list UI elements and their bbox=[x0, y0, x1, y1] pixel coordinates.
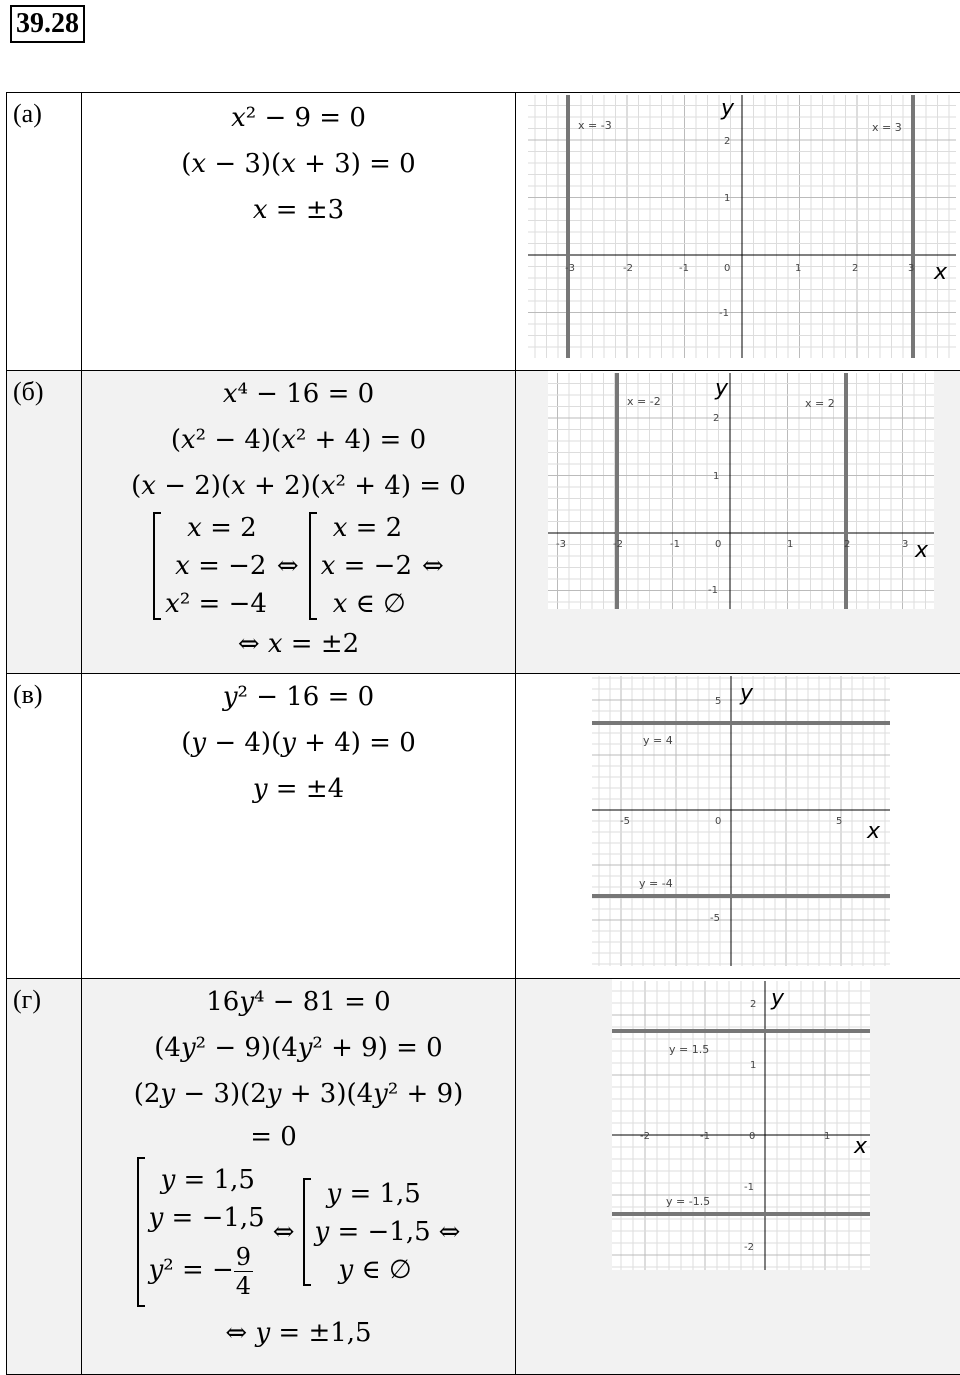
equation-line: 𝑥 = ±3 bbox=[82, 187, 515, 233]
x-tick-label: -3 bbox=[556, 539, 566, 550]
x-tick-label: 1 bbox=[824, 1131, 830, 1142]
equation-line: (𝑥 − 3)(𝑥 + 3) = 0 bbox=[82, 141, 515, 187]
graph-c bbox=[516, 674, 960, 974]
x-tick-label: 3 bbox=[908, 263, 914, 274]
x-tick-label: 0 bbox=[715, 539, 721, 550]
x-tick-label: -1 bbox=[700, 1131, 710, 1142]
system-line bbox=[149, 1237, 265, 1303]
row-label: (б) bbox=[7, 371, 82, 674]
x-tick-label: -3 bbox=[565, 263, 575, 274]
system-line-text: 𝑦² = − bbox=[149, 1255, 234, 1285]
math-cell bbox=[82, 979, 516, 1375]
system-line: 𝑥 = 2 bbox=[165, 509, 267, 547]
equation-line: 𝑥² − 9 = 0 bbox=[82, 95, 515, 141]
line-label: x = -3 bbox=[578, 119, 612, 132]
row-d bbox=[7, 979, 960, 1375]
graph-a bbox=[516, 93, 960, 366]
system-line: 𝑥 = 2 bbox=[321, 509, 412, 547]
x-tick-label: 3 bbox=[902, 539, 908, 550]
system-equivalence bbox=[153, 509, 444, 623]
y-tick-label: 1 bbox=[724, 193, 730, 204]
y-tick-label: 2 bbox=[713, 413, 719, 424]
row-c bbox=[7, 674, 960, 979]
x-tick-label: -1 bbox=[670, 539, 680, 550]
x-tick-label: 0 bbox=[715, 816, 721, 827]
graph-cell bbox=[516, 979, 960, 1375]
x-tick-label: 0 bbox=[749, 1131, 755, 1142]
final-answer: ⇔ 𝑦 = ±1,5 bbox=[82, 1311, 515, 1355]
math-cell bbox=[82, 674, 516, 979]
system-1 bbox=[149, 1161, 265, 1303]
system-line: 𝑥² = −4 bbox=[165, 585, 267, 623]
system-line: 𝑦 = 1,5 bbox=[149, 1161, 265, 1199]
equiv-sign: ⇔ bbox=[277, 551, 299, 581]
x-tick-label: 2 bbox=[852, 263, 858, 274]
y-tick-label: 2 bbox=[750, 999, 756, 1010]
graph-cell bbox=[516, 93, 960, 371]
x-tick-label: -2 bbox=[640, 1131, 650, 1142]
math-cell bbox=[82, 93, 516, 371]
y-axis-label: y bbox=[739, 681, 754, 706]
x-tick-label: 0 bbox=[724, 263, 730, 274]
line-label: x = -2 bbox=[627, 395, 661, 408]
equation-line: = 0 bbox=[82, 1117, 515, 1157]
row-label: (г) bbox=[7, 979, 82, 1375]
equation-line: 𝑦² − 16 = 0 bbox=[82, 674, 515, 720]
system-equivalence bbox=[137, 1157, 461, 1307]
system-line: 𝑥 ∈ ∅ bbox=[321, 585, 412, 623]
x-axis-label: x bbox=[866, 819, 881, 844]
equation-line: (𝑦 − 4)(𝑦 + 4) = 0 bbox=[82, 720, 515, 766]
y-axis-label: y bbox=[770, 986, 785, 1011]
y-tick-label: 5 bbox=[715, 696, 721, 707]
y-tick-label: 1 bbox=[750, 1060, 756, 1071]
equation-line: 𝑥⁴ − 16 = 0 bbox=[82, 371, 515, 417]
bracket bbox=[137, 1157, 145, 1307]
problem-number: 39.28 bbox=[10, 5, 85, 43]
y-tick-label: -1 bbox=[719, 308, 729, 319]
system-2 bbox=[315, 1175, 431, 1289]
line-label: y = 4 bbox=[643, 734, 673, 747]
bracket bbox=[303, 1178, 311, 1286]
y-axis-label: y bbox=[714, 376, 729, 401]
row-a bbox=[7, 93, 960, 371]
equation-line: 16𝑦⁴ − 81 = 0 bbox=[82, 979, 515, 1025]
row-label: (в) bbox=[7, 674, 82, 979]
system-2 bbox=[321, 509, 412, 623]
system-line: 𝑦 ∈ ∅ bbox=[315, 1251, 431, 1289]
system-line: 𝑦 = −1,5 bbox=[149, 1199, 265, 1237]
y-tick-label: 2 bbox=[724, 136, 730, 147]
y-axis-label: y bbox=[720, 96, 735, 121]
system-line: 𝑦 = −1,5 bbox=[315, 1213, 431, 1251]
x-tick-label: 1 bbox=[795, 263, 801, 274]
graph-b bbox=[516, 371, 960, 669]
fraction bbox=[234, 1243, 253, 1300]
line-label: y = 1.5 bbox=[669, 1043, 709, 1056]
fraction-numerator: 9 bbox=[234, 1243, 253, 1272]
equation-line: (2𝑦 − 3)(2𝑦 + 3)(4𝑦² + 9) bbox=[82, 1071, 515, 1117]
line-label: y = -4 bbox=[639, 877, 673, 890]
system-line: 𝑦 = 1,5 bbox=[315, 1175, 431, 1213]
y-tick-label: -1 bbox=[744, 1182, 754, 1193]
equiv-sign: ⇔ bbox=[273, 1217, 295, 1247]
equation-line: (𝑥² − 4)(𝑥² + 4) = 0 bbox=[82, 417, 515, 463]
x-tick-label: -5 bbox=[620, 816, 630, 827]
equation-line: (𝑥 − 2)(𝑥 + 2)(𝑥² + 4) = 0 bbox=[82, 463, 515, 509]
equiv-sign: ⇔ bbox=[439, 1217, 461, 1247]
x-tick-label: 2 bbox=[844, 539, 850, 550]
row-b bbox=[7, 371, 960, 674]
system-line: 𝑥 = −2 bbox=[165, 547, 267, 585]
line-label: x = 2 bbox=[805, 397, 835, 410]
line-label: y = -1.5 bbox=[666, 1195, 710, 1208]
x-tick-label: 1 bbox=[787, 539, 793, 550]
row-label: (а) bbox=[7, 93, 82, 371]
x-axis-label: x bbox=[933, 260, 948, 285]
equation-line: (4𝑦² − 9)(4𝑦² + 9) = 0 bbox=[82, 1025, 515, 1071]
system-line: 𝑥 = −2 bbox=[321, 547, 412, 585]
system-1 bbox=[165, 509, 267, 623]
math-cell bbox=[82, 371, 516, 674]
bracket bbox=[309, 512, 317, 620]
x-axis-label: x bbox=[914, 538, 929, 563]
bracket bbox=[153, 512, 161, 620]
equiv-sign: ⇔ bbox=[422, 551, 444, 581]
solution-table bbox=[6, 92, 960, 1375]
fraction-denominator: 4 bbox=[234, 1272, 253, 1300]
x-tick-label: -1 bbox=[679, 263, 689, 274]
final-answer: ⇔ 𝑥 = ±2 bbox=[82, 624, 515, 664]
graph-cell bbox=[516, 371, 960, 674]
x-axis-label: x bbox=[853, 1134, 868, 1159]
y-tick-label: 1 bbox=[713, 471, 719, 482]
graph-cell bbox=[516, 674, 960, 979]
x-tick-label: -2 bbox=[623, 263, 633, 274]
graph-d bbox=[516, 979, 960, 1370]
y-tick-label: -1 bbox=[708, 585, 718, 596]
line-label: x = 3 bbox=[872, 121, 902, 134]
x-tick-label: 5 bbox=[836, 816, 842, 827]
x-tick-label: -2 bbox=[613, 539, 623, 550]
y-tick-label: -5 bbox=[710, 913, 720, 924]
equation-line: 𝑦 = ±4 bbox=[82, 766, 515, 812]
y-tick-label: -2 bbox=[744, 1242, 754, 1253]
